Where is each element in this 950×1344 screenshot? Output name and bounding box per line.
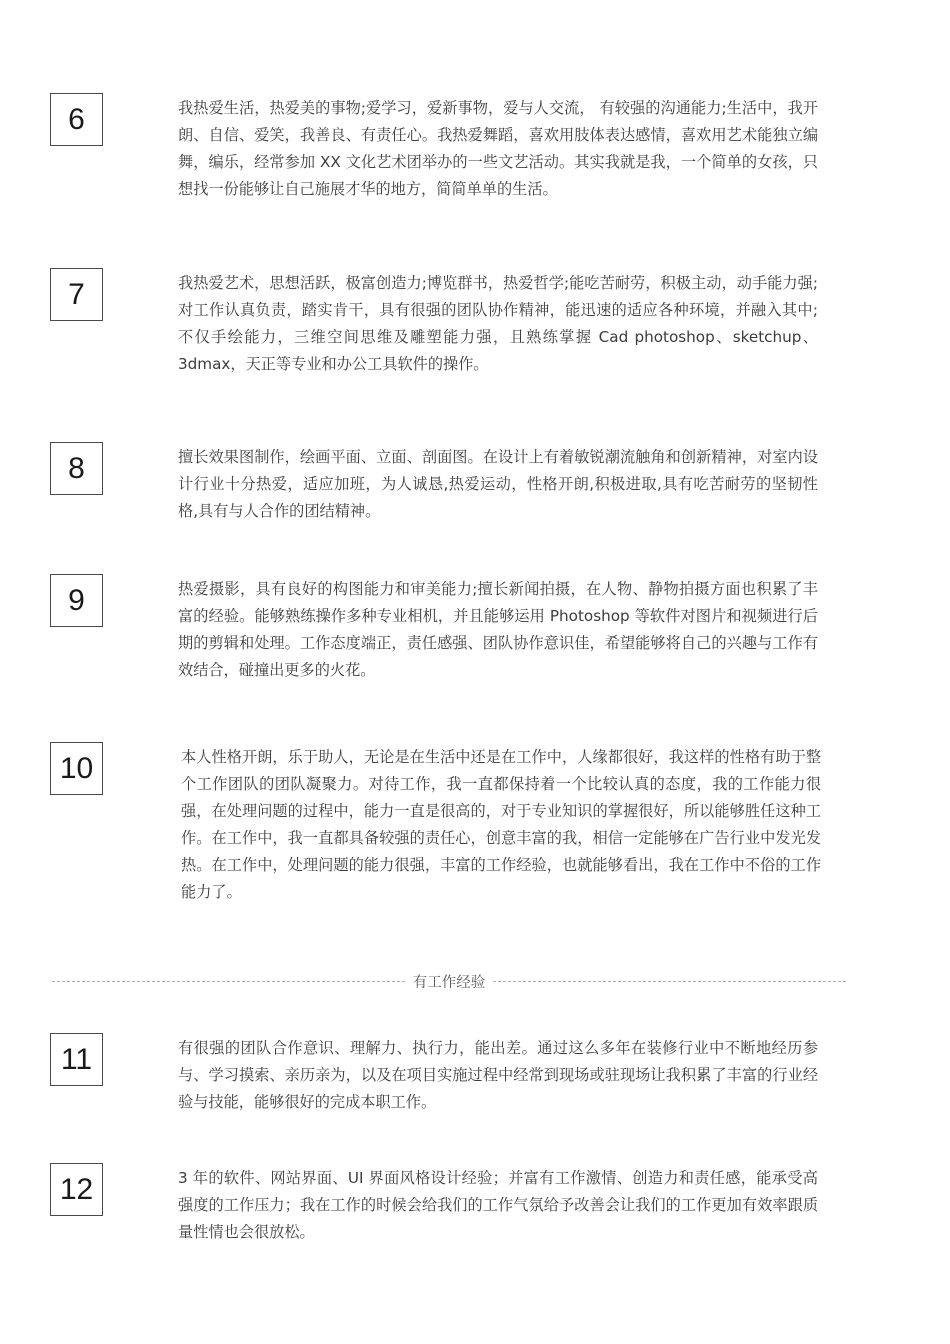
section-divider (52, 970, 846, 992)
divider-label: 有工作经验 (412, 974, 486, 991)
divider-line-right (493, 981, 846, 982)
entry-number-box: 10 (50, 742, 103, 795)
entry-text: 我热爱生活，热爱美的事物;爱学习，爱新事物，爱与人交流， 有较强的沟通能力;生活中，我开朗、自信、爱笑，我善良、有责任心。我热爱舞蹈，喜欢用肢体表达感情，喜欢用艺术能独立编舞，编乐，经常参加 XX 文化艺术团举办的一些文艺活动。其实我就是我，一个简单的女孩，只想找一份能够让自己施展才华的地方，简简单单的生活。 (178, 99, 818, 198)
entry-number-box: 8 (50, 442, 103, 495)
entry-number-box: 11 (50, 1033, 103, 1086)
entry-number-box: 9 (50, 574, 103, 627)
entry-text: 我热爱艺术，思想活跃，极富创造力;博览群书，热爱哲学;能吃苦耐劳，积极主动，动手能力强;对工作认真负责，踏实肯干，具有很强的团队协作精神，能迅速的适应各种环境，并融入其中;不仅手绘能力，三维空间思维及雕塑能力强，且熟练掌握 Cad photoshop、sketchup、3dmax，天正等专业和办公工具软件的操作。 (178, 274, 818, 373)
entry-text: 热爱摄影，具有良好的构图能力和审美能力;擅长新闻拍摄，在人物、静物拍摄方面也积累了丰富的经验。能够熟练操作多种专业相机，并且能够运用 Photoshop 等软件对图片和视频进行后期的剪辑和处理。工作态度端正，责任感强、团队协作意识佳，希望能够将自己的兴趣与工作有效结合，碰撞出更多的火花。 (178, 580, 818, 679)
entry-text: 3 年的软件、网站界面、UI 界面风格设计经验；并富有工作激情、创造力和责任感，能承受高强度的工作压力；我在工作的时候会给我们的工作气氛给予改善会让我们的工作更加有效率跟质量性情也会很放松。 (178, 1169, 818, 1241)
entry-text: 本人性格开朗，乐于助人，无论是在生活中还是在工作中，人缘都很好，我这样的性格有助于整个工作团队的团队凝聚力。对待工作，我一直都保持着一个比较认真的态度，我的工作能力很强，在处理问题的过程中，能力一直是很高的，对于专业知识的掌握很好，所以能够胜任这种工作。在工作中，我一直都具备较强的责任心，创意丰富的我，相信一定能够在广告行业中发光发热。在工作中，处理问题的能力很强，丰富的工作经验，也就能够看出，我在工作中不俗的工作能力了。 (181, 748, 821, 901)
entry-text: 擅长效果图制作，绘画平面、立面、剖面图。在设计上有着敏锐潮流触角和创新精神，对室内设计行业十分热爱，适应加班，为人诚恳,热爱运动，性格开朗,积极进取,具有吃苦耐劳的坚韧性格,具有与人合作的团结精神。 (178, 448, 818, 520)
entry-number-box: 6 (50, 93, 103, 146)
entry-text: 有很强的团队合作意识、理解力、执行力，能出差。通过这么多年在装修行业中不断地经历参与、学习摸索、亲历亲为，以及在项目实施过程中经常到现场或驻现场让我积累了丰富的行业经验与技能，能够很好的完成本职工作。 (178, 1039, 818, 1111)
entry-number-box: 7 (50, 268, 103, 321)
entry-number-box: 12 (50, 1163, 103, 1216)
divider-line-left (52, 981, 405, 982)
